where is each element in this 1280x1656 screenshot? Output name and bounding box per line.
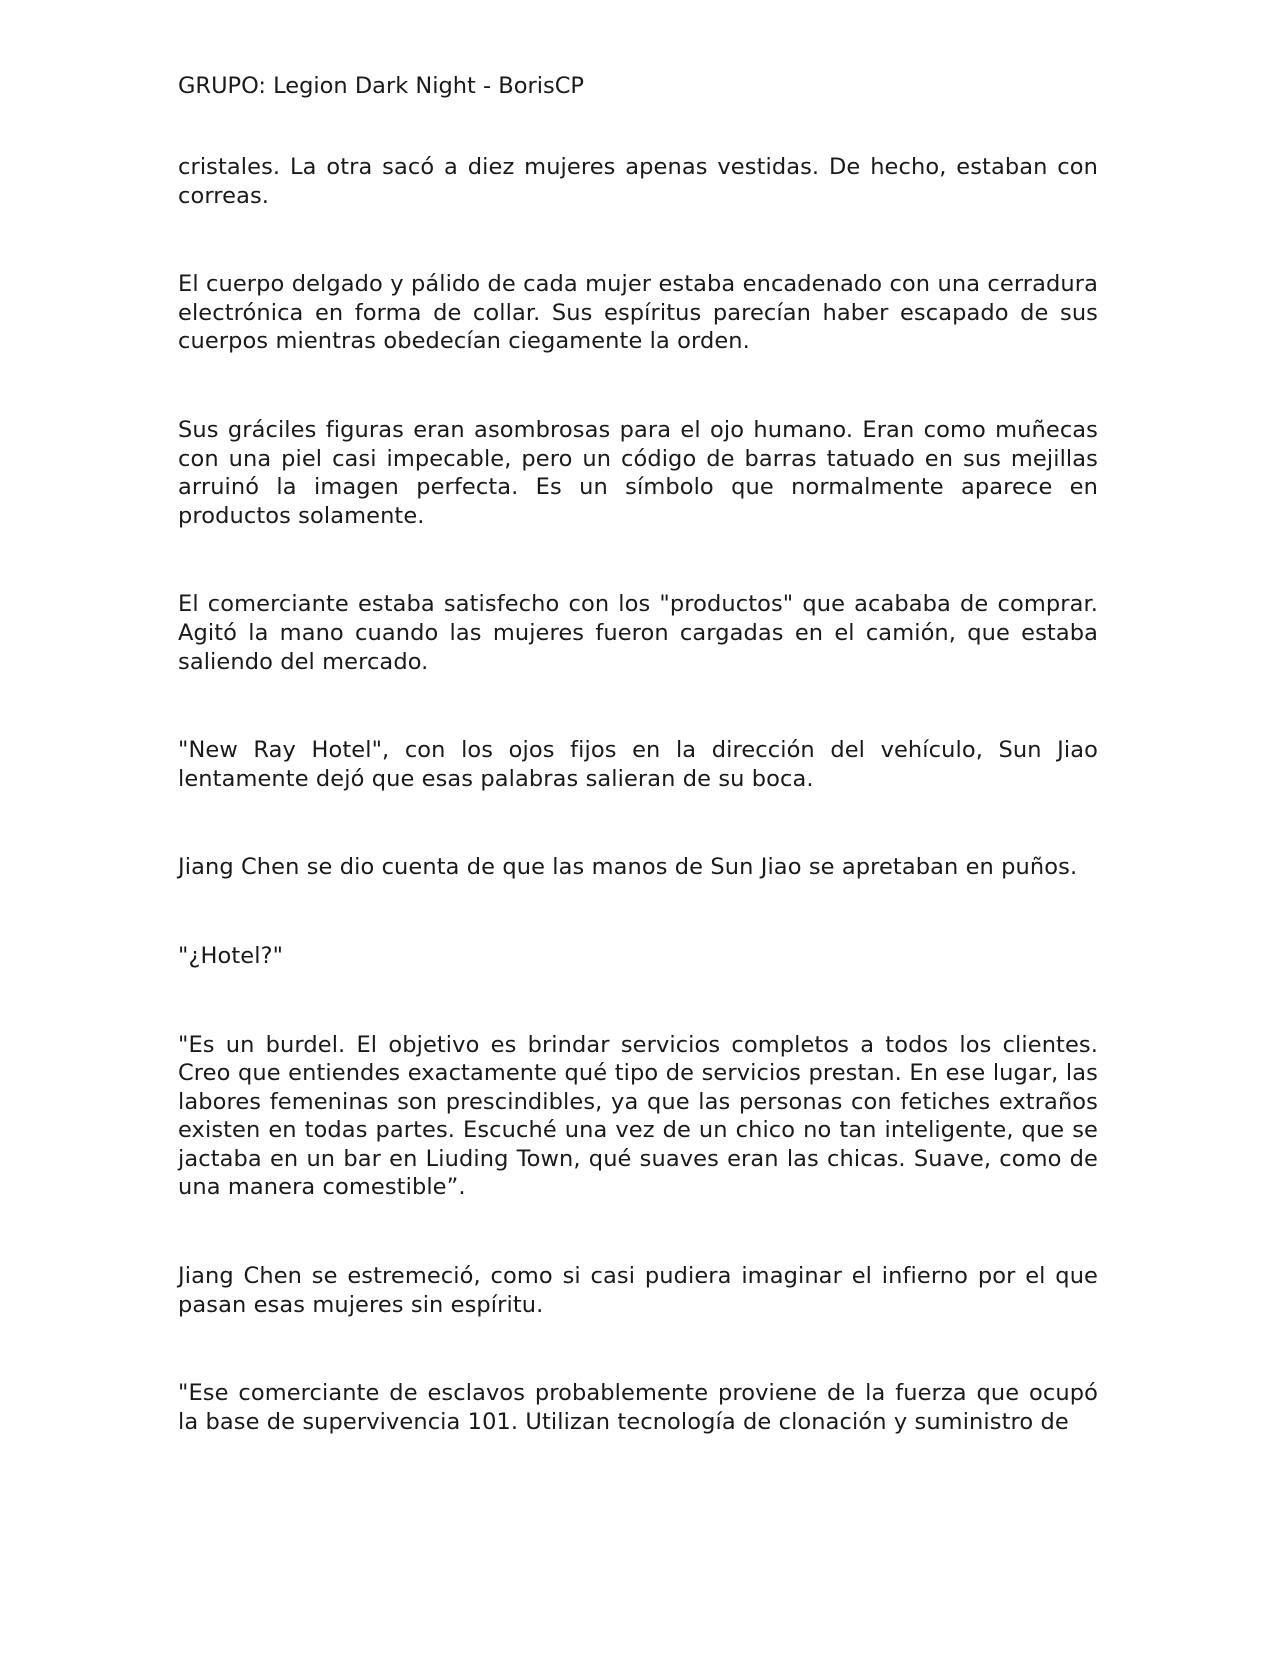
paragraph: El comerciante estaba satisfecho con los "productos" que acababa de comprar. Agitó la mano cuando las mujeres fueron cargadas en el camión, que estaba saliendo del mercado.	[178, 591, 1098, 675]
paragraph: El cuerpo delgado y pálido de cada mujer estaba encadenado con una cerradura electrónica en forma de collar. Sus espíritus parecían haber escapado de sus cuerpos mientras obedecían ciegamente la orden.	[178, 271, 1098, 355]
paragraph: cristales. La otra sacó a diez mujeres apenas vestidas. De hecho, estaban con correas.	[178, 154, 1098, 209]
document-body	[178, 153, 1098, 1436]
paragraph: Sus gráciles figuras eran asombrosas para el ojo humano. Eran como muñecas con una piel casi impecable, pero un código de barras tatuado en sus mejillas arruinó la imagen perfecta. Es un símbolo que normalmente aparece en productos solamente.	[178, 416, 1098, 529]
paragraph: "Es un burdel. El objetivo es brindar servicios completos a todos los clientes. Creo que entiendes exactamente qué tipo de servicios prestan. En ese lugar, las labores femeninas son prescindibles, ya que las personas con fetiches extraños existen en todas partes. Escuché una vez de un chico no tan inteligente, que se jactaba en un bar en Liuding Town, qué suaves eran las chicas. Suave, como de una manera comestible”.	[178, 1031, 1098, 1201]
page-header: GRUPO: Legion Dark Night - BorisCP	[178, 73, 584, 99]
paragraph: "¿Hotel?"	[178, 942, 284, 969]
paragraph: Jiang Chen se estremeció, como si casi pudiera imaginar el infierno por el que pasan esas mujeres sin espíritu.	[178, 1263, 1098, 1318]
paragraph: "Ese comerciante de esclavos probablemente proviene de la fuerza que ocupó la base de supervivencia 101. Utilizan tecnología de clonación y suministro de	[178, 1380, 1098, 1435]
paragraph: Jiang Chen se dio cuenta de que las manos de Sun Jiao se apretaban en puños.	[178, 854, 1078, 881]
paragraph: "New Ray Hotel", con los ojos fijos en la dirección del vehículo, Sun Jiao lentamente dejó que esas palabras salieran de su boca.	[178, 737, 1098, 792]
